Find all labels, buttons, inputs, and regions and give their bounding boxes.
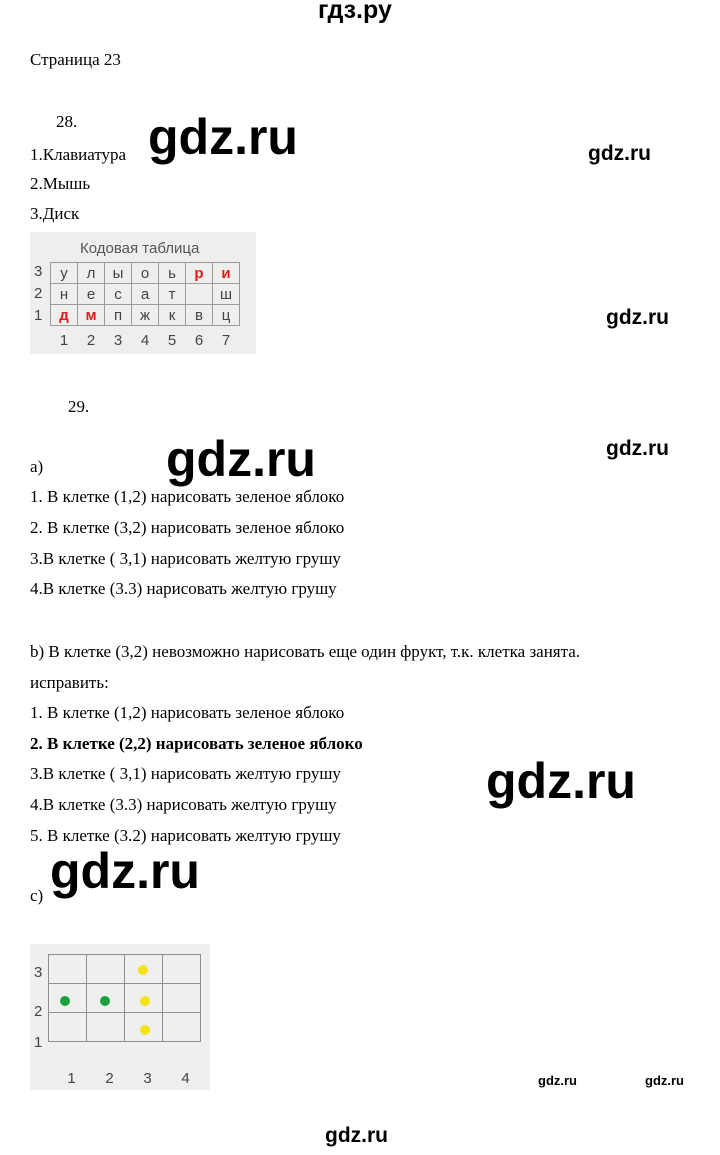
- code-cell: т: [159, 284, 186, 305]
- task-29-b-item-5: 5. В клетке (3.2) нарисовать желтую грушу: [30, 826, 341, 845]
- task-29-b-item-2: 2. В клетке (2,2) нарисовать зеленое яблоко: [30, 734, 363, 753]
- task-29-b-text: b) В клетке (3,2) невозможно нарисовать еще один фрукт, т.к. клетка занята.: [30, 642, 581, 661]
- watermark-small-2: gdz.ru: [645, 1073, 684, 1088]
- yellow-pear-dot: [138, 965, 148, 975]
- task-29-b-item-4: 4.В клетке (3.3) нарисовать желтую грушу: [30, 795, 337, 814]
- code-cell: в: [186, 305, 213, 326]
- code-cell: ь: [159, 263, 186, 284]
- code-row: [51, 284, 240, 305]
- fruit-cell: [163, 955, 201, 984]
- watermark-big-4: gdz.ru: [50, 843, 200, 899]
- fruit-cell: [163, 1013, 201, 1042]
- code-cell: н: [51, 284, 78, 305]
- code-table-grid: [50, 262, 240, 326]
- fruit-row: [49, 1013, 201, 1042]
- task-29-number: 29.: [68, 397, 90, 416]
- fruit-cell: [49, 984, 87, 1013]
- code-row: [51, 305, 240, 326]
- code-row-label: 3: [34, 263, 43, 280]
- fruit-cell: [49, 955, 87, 984]
- code-cell-highlighted: м: [78, 305, 105, 326]
- task-29-a-label: a): [30, 457, 44, 476]
- fruit-col-label: 4: [181, 1070, 190, 1087]
- watermark-big-3: gdz.ru: [486, 753, 636, 809]
- task-29-b-item-3: 3.В клетке ( 3,1) нарисовать желтую грушу: [30, 764, 341, 783]
- fruit-row-label: 3: [34, 964, 43, 981]
- code-cell-highlighted: р: [186, 263, 213, 284]
- code-cell: ц: [213, 305, 240, 326]
- yellow-pear-dot: [140, 1025, 150, 1035]
- code-col-label: 4: [140, 332, 150, 349]
- fruit-col-label: 2: [105, 1070, 114, 1087]
- yellow-pear-dot: [140, 996, 150, 1006]
- fruit-cell: [125, 955, 163, 984]
- code-cell: с: [105, 284, 132, 305]
- code-row-label: 2: [34, 285, 43, 302]
- task-28-number: 28.: [56, 112, 78, 131]
- site-header[interactable]: гдз.ру: [318, 0, 392, 24]
- green-apple-dot: [60, 996, 70, 1006]
- fruit-row: [49, 955, 201, 984]
- code-cell: п: [105, 305, 132, 326]
- task-29-a-item-3: 3.В клетке ( 3,1) нарисовать желтую грушу: [30, 549, 341, 568]
- code-col-label: 3: [113, 332, 123, 349]
- task-29-a-item-2: 2. В клетке (3,2) нарисовать зеленое яблоко: [30, 518, 345, 537]
- fruit-row: [49, 984, 201, 1013]
- fruit-grid-image: [30, 944, 210, 1090]
- code-cell: ы: [105, 263, 132, 284]
- fruit-col-label: 3: [143, 1070, 152, 1087]
- code-col-label: 6: [194, 332, 204, 349]
- page-label: Страница 23: [30, 50, 121, 69]
- code-col-label: 7: [221, 332, 231, 349]
- task-28-item-2: 2.Мышь: [30, 174, 91, 193]
- watermark-mid-1: gdz.ru: [588, 142, 651, 165]
- code-cell: к: [159, 305, 186, 326]
- task-29-b-fix: исправить:: [30, 673, 109, 692]
- code-cell: ж: [132, 305, 159, 326]
- watermark-mid-3: gdz.ru: [606, 437, 669, 460]
- task-29-c-label: c): [30, 886, 44, 905]
- code-cell: [186, 284, 213, 305]
- fruit-cell: [163, 984, 201, 1013]
- code-cell: о: [132, 263, 159, 284]
- fruit-grid: [48, 954, 201, 1042]
- code-row-label: 1: [34, 307, 43, 324]
- fruit-cell: [125, 984, 163, 1013]
- code-col-label: 5: [167, 332, 177, 349]
- watermark-mid-2: gdz.ru: [606, 306, 669, 329]
- code-cell-highlighted: д: [51, 305, 78, 326]
- green-apple-dot: [100, 996, 110, 1006]
- fruit-cell: [87, 1013, 125, 1042]
- code-table-image: [30, 232, 256, 354]
- fruit-col-label: 1: [67, 1070, 76, 1087]
- task-28-item-3: 3.Диск: [30, 204, 80, 223]
- fruit-cell: [87, 984, 125, 1013]
- fruit-cell: [125, 1013, 163, 1042]
- task-28-item-1: 1.Клавиатура: [30, 145, 127, 164]
- fruit-row-label: 2: [34, 1003, 43, 1020]
- watermark-big-1: gdz.ru: [148, 109, 298, 165]
- fruit-cell: [87, 955, 125, 984]
- code-col-label: 1: [59, 332, 69, 349]
- code-cell: е: [78, 284, 105, 305]
- fruit-row-label: 1: [34, 1034, 43, 1051]
- code-cell: у: [51, 263, 78, 284]
- watermark-small-1: gdz.ru: [538, 1073, 577, 1088]
- code-cell: л: [78, 263, 105, 284]
- code-table-title: Кодовая таблица: [80, 240, 200, 257]
- code-cell: ш: [213, 284, 240, 305]
- code-cell-highlighted: и: [213, 263, 240, 284]
- task-29-a-item-1: 1. В клетке (1,2) нарисовать зеленое яблоко: [30, 487, 345, 506]
- code-row: [51, 263, 240, 284]
- watermark-bottom: gdz.ru: [325, 1124, 388, 1147]
- task-29-b-item-1: 1. В клетке (1,2) нарисовать зеленое яблоко: [30, 703, 345, 722]
- task-29-a-item-4: 4.В клетке (3.3) нарисовать желтую грушу: [30, 579, 337, 598]
- code-col-label: 2: [86, 332, 96, 349]
- fruit-cell: [49, 1013, 87, 1042]
- code-cell: а: [132, 284, 159, 305]
- watermark-big-2: gdz.ru: [166, 431, 316, 487]
